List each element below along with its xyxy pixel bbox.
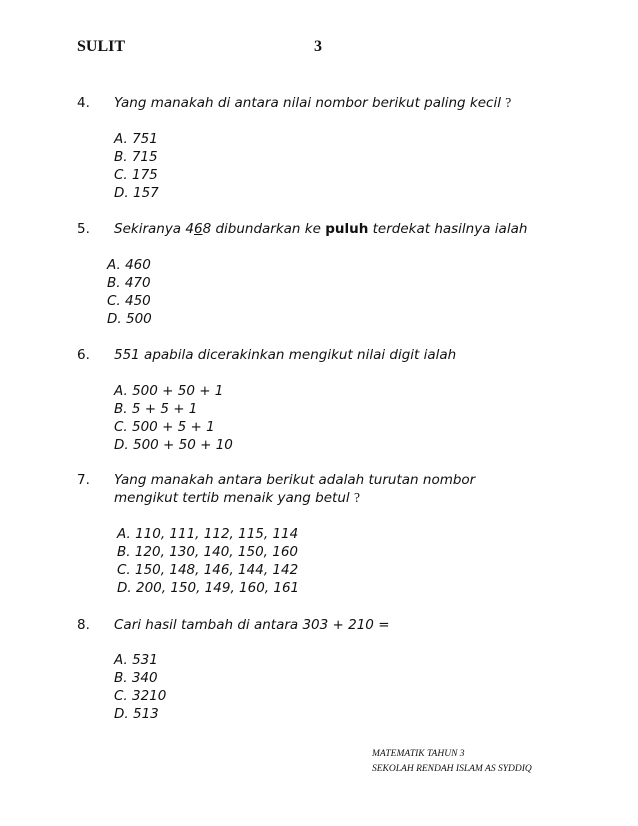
option-a: A. 110, 111, 112, 115, 114: [117, 526, 299, 542]
option-c: C. 175: [114, 167, 158, 183]
options-question-7: [117, 525, 299, 597]
question-number: 6.: [77, 347, 90, 363]
question-text: Sekiranya 468 dibundarkan ke puluh terdekat hasilnya ialah: [114, 221, 528, 237]
options-question-8: [114, 651, 166, 723]
bold-keyword: puluh: [325, 221, 369, 237]
option-b: B. 340: [114, 670, 158, 686]
question-mark: ?: [353, 490, 360, 505]
options-question-6: [114, 382, 233, 454]
question-number: 4.: [77, 95, 90, 111]
option-a: A. 531: [114, 652, 158, 668]
option-a: A. 500 + 50 + 1: [114, 383, 224, 399]
option-b: B. 5 + 5 + 1: [114, 401, 198, 417]
option-b: B. 715: [114, 149, 158, 165]
question-number: 5.: [77, 221, 90, 237]
question-number: 7.: [77, 472, 90, 488]
option-a: A. 460: [107, 257, 151, 273]
question-mark: ?: [505, 95, 512, 110]
footer: [372, 747, 532, 777]
option-c: C. 150, 148, 146, 144, 142: [117, 562, 299, 578]
footer-school: SEKOLAH RENDAH ISLAM AS SYDDIQ: [372, 764, 532, 774]
question-7: [77, 471, 577, 507]
question-text: Yang manakah di antara nilai nombor berikut paling kecil ?: [114, 95, 512, 111]
options-question-5: [107, 256, 152, 328]
option-c: C. 3210: [114, 688, 167, 704]
question-number: 8.: [77, 617, 90, 633]
option-c: C. 500 + 5 + 1: [114, 419, 215, 435]
option-d: D. 500: [107, 311, 152, 327]
option-d: D. 513: [114, 706, 159, 722]
question-6: [77, 346, 577, 364]
question-5: [77, 220, 577, 238]
option-b: B. 470: [107, 275, 151, 291]
option-a: A. 751: [114, 131, 158, 147]
options-question-4: [114, 130, 159, 202]
option-d: D. 157: [114, 185, 159, 201]
option-d: D. 500 + 50 + 10: [114, 437, 233, 453]
option-b: B. 120, 130, 140, 150, 160: [117, 544, 299, 560]
option-c: C. 450: [107, 293, 151, 309]
question-text-line-1: Yang manakah antara berikut adalah turutan nombor: [114, 472, 476, 488]
header-label: SULIT: [77, 38, 126, 55]
underlined-digit: 6: [193, 221, 203, 237]
page-number: 3: [314, 38, 322, 55]
footer-subject: MATEMATIK TAHUN 3: [372, 749, 465, 759]
question-text-line-2: mengikut tertib menaik yang betul ?: [114, 490, 360, 506]
question-8: [77, 616, 577, 634]
option-d: D. 200, 150, 149, 160, 161: [117, 580, 300, 596]
question-4: [77, 94, 577, 112]
question-text: 551 apabila dicerakinkan mengikut nilai digit ialah: [114, 347, 457, 363]
question-text: Cari hasil tambah di antara 303 + 210 =: [114, 617, 390, 633]
